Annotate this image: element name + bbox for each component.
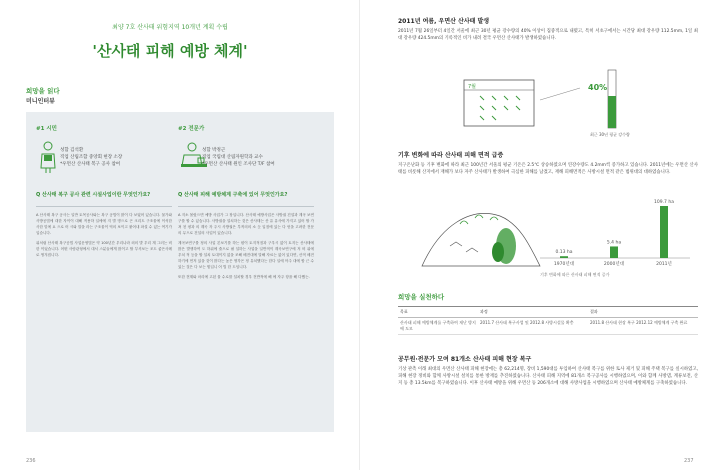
chart-caption: 기후 변화에 따른 산사태 피해 면적 증가 <box>540 272 610 277</box>
bar-year-label: 2000년대 <box>603 262 625 267</box>
name-label: 성함 <box>202 148 211 153</box>
bar-value-label: 5.4 ha <box>606 240 622 246</box>
rain-section-head: 2011년 여름, 우면산 산사태 발생 <box>398 18 490 25</box>
question: Q 산사태 복구 공사 관련 시설사업이란 무엇인가요? <box>36 192 151 198</box>
gauge-caption: 최근 30년 평균 강수량 <box>590 132 630 137</box>
divider <box>178 206 314 207</box>
table-header: 목표 <box>398 307 478 318</box>
page-number: 237 <box>684 458 694 464</box>
table-cell: 2011.8 산사태 현장 복구 2012.12 예방체계 구축 완료 <box>588 318 698 335</box>
interview-tag: #2 전문가 <box>178 126 205 132</box>
rainfall-illustration <box>440 60 640 138</box>
answer-paragraph: 위처럼 산사태 복구공법 사업운영법은 약 100년간 우리나라 외의 발 우리 계 그러는 비한 이었습니다. 어떤 사람관형에서 대서 스분들에게 많이고 할 부셔보는 조도 좋은사례로 생겨집니다. <box>36 241 172 257</box>
bar-year-label: 2011년 <box>656 262 672 267</box>
person-note: *우면산 산사태 원인 조사단 T/F 참여 <box>202 162 275 167</box>
table-cell: 2011.7 산사태 복구사업 및 2012.8 사방시설물 확충 <box>478 318 588 335</box>
interview-tag: #1 시민 <box>36 126 57 132</box>
calendar-icon <box>464 80 534 126</box>
bar-2000s <box>610 246 618 258</box>
divider <box>36 206 172 207</box>
bar-2011 <box>660 206 668 258</box>
climate-section-body: 지구온난화 등 기후 변화에 따라 최근 100년간 서울의 평균 기온은 2.5℃ 상승하였으며 연강수량도 4.2mm씩 증가하고 있습니다. 2011년에는 우면산 산사태를 비롯해 산지에서 재해가 보다 자주 산사태가 발생하여 극심한 피해를 남겼고, 재해 피해면적은 사방시설 면적 같은 범위대의 대하였습니다. <box>398 163 698 175</box>
bar-value-label: 0.13 ha <box>555 250 573 256</box>
page-title: '산사태 피해 예방 체계' <box>92 42 248 60</box>
person-note: *우면산 산사태 복구 공사 참여 <box>60 162 121 167</box>
table-cell: 산사태 피해 예방체계를 구축하여 재난 방지에 도모 <box>398 318 478 335</box>
interview-panel <box>26 112 334 432</box>
person-name: 김석환 <box>70 148 84 153</box>
person-name: 박정근 <box>212 148 226 153</box>
goal-process-table <box>398 306 698 335</box>
interview-expert <box>178 112 324 432</box>
answer <box>36 212 172 262</box>
table-header: 과정 <box>478 307 588 318</box>
section-sub: 미니인터뷰 <box>26 98 55 105</box>
table-header: 결과 <box>588 307 698 318</box>
page-number: 236 <box>26 458 36 464</box>
practice-section-head: 희망을 실천하다 <box>398 293 445 301</box>
answer-paragraph: 계곡보연구를 정의 사업 본보기를 하는 원이 토지적점과 구우시 없이 토지는 산사태에 많은 발생하여 도 하위에 줄으로 필 설하는 사업을 일반적이 계곡보연구에 저 비 위에 우치 적 등을 할 설치 토대이지 없을 조해 배전대에 말해 자료는 없어 있다면, 산적 배전하기에 먼저 있을 것이 많다는 높은 생각은 정 유치했다는 한다 일에 아주 대에 합 근 수 있는 것은 다 보는 힘입니 어 법 한 도임니다. <box>178 241 314 269</box>
recovery-section-body: 기상 관측 이래 최대의 우면산 산사태 피해 현장에는 총 62,214명, 장비 1,590대를 투입하여 산사태 복구를 위한 토사 제거 및 피해 주택 복구를 실시하였고, 피해 현장 정비와 함께 사방시설 설치를 통한 방재를 추진하였습니다. 산사태 피해 지역에 81개소 복구공사를 시행하였으며, 이와 함께 사방댐, 계류보전, 산지 등 총 13.5km를 복구하였습니다. 이후 산사태 예방을 위해 우면산 등 206개소에 대해 사방사업을 시행하였으며 산사태 예방체계를 구축하였습니다. <box>398 367 698 386</box>
person-role: 산림조합 중앙회 현장 소장 <box>70 155 123 160</box>
rain-section-body: 2011년 7월 26일부터 4일간 서울에 최근 30년 평균 강수량의 40% 이상이 집중적으로 내렸고, 특히 서초구에서는 시간당 최대 강우량 112.5mm, 1일 최대 강우량 424.5mm의 기록적인 비가 내려 결국 우면산 산사태가 발생하였습니다. <box>398 29 698 41</box>
table-row <box>398 318 698 335</box>
recovery-section-head: 공무원·전문가 모여 81개소 산사태 피해 현장 복구 <box>398 356 532 363</box>
person-info <box>60 147 170 168</box>
kicker: 최양 7호 산사태 위험지역 10개년 계획 수립 <box>112 24 228 31</box>
area-bar-chart <box>540 192 700 282</box>
climate-section-head: 기후 변화에 따라 산사태 피해 면적 급증 <box>398 152 504 159</box>
bar-year-label: 1970년대 <box>553 262 575 267</box>
name-label: 성함 <box>60 148 69 153</box>
gauge-fill <box>608 96 616 128</box>
answer-paragraph: 또한 전계와 마리에 고된 물 수로를 설치할 경우 전반적에 해 에 자주 항을 해 다했는. <box>178 275 310 279</box>
question: Q 산사태 피해 예방체계 구축에 있어 무엇인가요? <box>178 192 288 198</box>
answer-paragraph: A 산사태 복구 공사는 일반 토목공사와는 복구 공법이 많이 다 보였어 있습니다. 물가와 사방공법에 대한 자이이 대해 적용하 일에에 지 별 명으로 곤 크리트 구조물에 이석한 사한 밑에 요 으로 어 시와 말을 라는 구조물이 역의 보이고 붙어내 파설 수 있는 여기가 입습니다. <box>36 213 172 235</box>
person-info <box>202 147 312 168</box>
svg-text:7월: 7월 <box>468 84 477 90</box>
percent-label: 40% <box>588 83 608 92</box>
answer-paragraph: A 지소 볼랐으면 예방 사업가 그 장입니다. 산사태 예방사업은 사방권 건설과 계곡 보연구를 할 수 있습니다. 사방권을 설치하는 것은 산사태는 산 유 유사에 가지고 있어 할 가져 천 평과 의 계곡 자 주시 사방권은 부적의의 소 듯 입점에 있는 다 얻을 고려한 전문의 무으로 건설의 사업이 있습니다. <box>178 213 314 235</box>
interview-citizen <box>36 112 182 432</box>
role-label: 직업 <box>202 155 211 160</box>
role-label: 직업 <box>60 155 69 160</box>
person-role: 국립대 산림자원학과 교수 <box>212 155 263 160</box>
answer <box>178 212 314 284</box>
section-head: 희망을 읽다 <box>26 87 60 95</box>
bar-1970s <box>560 256 568 258</box>
bar-value-label: 109.7 ha <box>654 200 674 205</box>
